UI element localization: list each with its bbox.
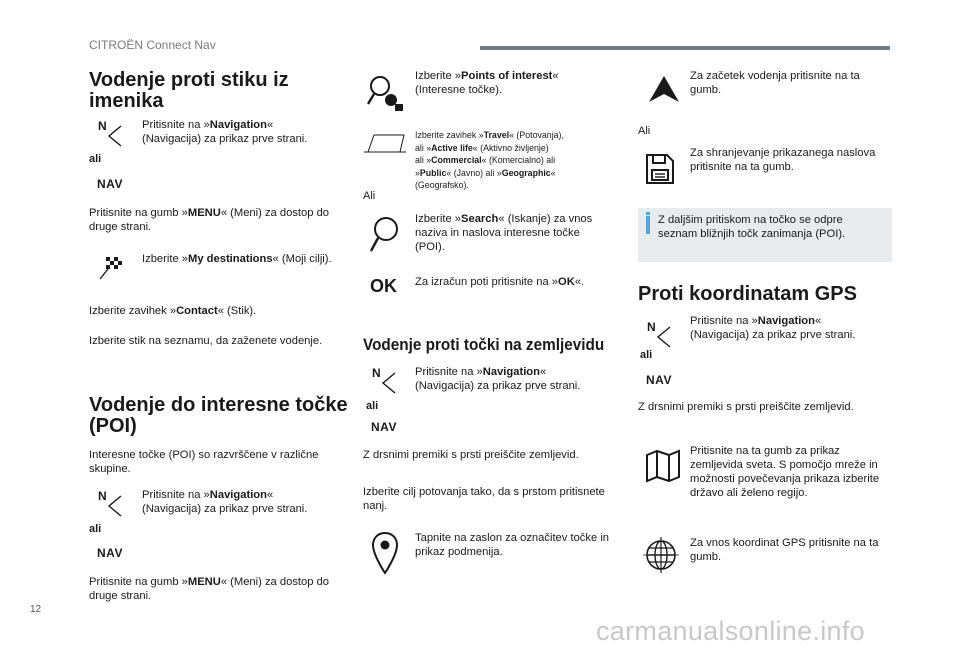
or-label: Ali [638,125,651,137]
section-title-contact: Vodenje proti stiku iz imenika [89,69,289,112]
arrow-icon [107,495,123,517]
info-icon [646,212,650,215]
step-ok: Za izračun poti pritisnite na »OK«. [415,276,585,288]
step-tap-screen: Tapnite na zaslon za označitev točke in prikaz podmenija. [415,532,610,558]
step-save-address: Za shranjevanje prikazanega naslova pritisnite na ta gumb. [690,147,876,173]
checkered-flag-icon [98,255,124,281]
map-pin-icon [371,531,399,577]
header-bar [480,46,890,50]
info-box [638,208,892,262]
navigation-icon: N ali NAV [89,119,123,191]
step-navigation-gps: Pritisnite na »Navigation« (Navigacija) za prikaz prve strani. [690,315,856,341]
globe-coordinates-icon [643,537,679,573]
step-my-destinations: Izberite »My destinations« (Moji cilji). [142,253,332,265]
section-title-poi: Vodenje do interesne točke (POI) [89,394,348,437]
step-navigation-poi: Pritisnite na »Navigation« (Navigacija) za prikaz prve strani. [142,489,308,515]
step-navigation-map: Pritisnite na »Navigation« (Navigacija) za prikaz prve strani. [415,366,581,392]
search-icon [368,215,400,255]
paragraph-browse-map: Z drsnimi premiki s prsti preiščite zemljevid. [363,449,579,461]
world-map-icon [645,449,681,483]
header-title: CITROËN Connect Nav [89,38,216,52]
ok-icon: OK [370,276,397,296]
navigation-icon: N ali NAV [640,320,672,387]
step-search: Izberite »Search« (Iskanje) za vnos naziva in naslova interesne točke (POI). [415,213,593,253]
start-navigation-icon [646,74,682,104]
navigation-icon: N ali NAV [366,366,397,434]
save-icon [645,153,675,185]
poi-search-icon [366,73,406,113]
paragraph-poi-groups: Interesne točke (POI) so razvrščene v različne skupine. [89,449,319,475]
step-world-map: Pritisnite na ta gumb za prikaz zemljevida sveta. S pomočjo mreže in možnosti povečevanja prikaza izberite državo ali želeno regijo. [690,445,880,499]
step-navigation: Pritisnite na »Navigation« (Navigacija) za prikaz prve strani. [142,119,308,145]
paragraph-browse-map-gps: Z drsnimi premiki s prsti preiščite zemljevid. [638,401,854,413]
step-start-guidance: Za začetek vodenja pritisnite na ta gumb. [690,70,860,96]
arrow-icon [381,372,397,394]
paragraph-menu: Pritisnite na gumb »MENU« (Meni) za dostop do druge strani. [89,207,330,233]
or-label: Ali [363,190,376,202]
step-points-of-interest: Izberite »Points of interest« (Interesne točke). [415,70,559,96]
info-text: Z daljšim pritiskom na točko se odpre seznam bližnjih točk zanimanja (POI). [658,214,846,240]
step-tab-categories: Izberite zavihek »Travel« (Potovanja), ali »Active life« (Aktivno življenje) ali »Commercial« (Komercialno) ali »Public« (Javno) ali »Geographic« (Geografsko). [415,129,564,190]
navigation-icon: N ali NAV [89,489,123,560]
page-number: 12 [30,604,42,615]
paragraph-contact-tab: Izberite zavihek »Contact« (Stik). [89,305,257,317]
paragraph-select-contact: Izberite stik na seznamu, da zaženete vodenje. [89,335,323,347]
section-title-map-point: Vodenje proti točki na zemljevidu [363,335,605,354]
section-title-gps: Proti koordinatam GPS [638,283,857,305]
paragraph-select-destination: Izberite cilj potovanja tako, da s prstom pritisnete nanj. [363,486,605,512]
tabs-icon [363,132,407,154]
arrow-icon [656,326,672,348]
arrow-icon [107,125,123,147]
paragraph-menu-poi: Pritisnite na gumb »MENU« (Meni) za dostop do druge strani. [89,576,330,602]
watermark: carmanualsonline.info [596,616,865,646]
step-gps-coordinates: Za vnos koordinat GPS pritisnite na ta gumb. [690,537,879,563]
